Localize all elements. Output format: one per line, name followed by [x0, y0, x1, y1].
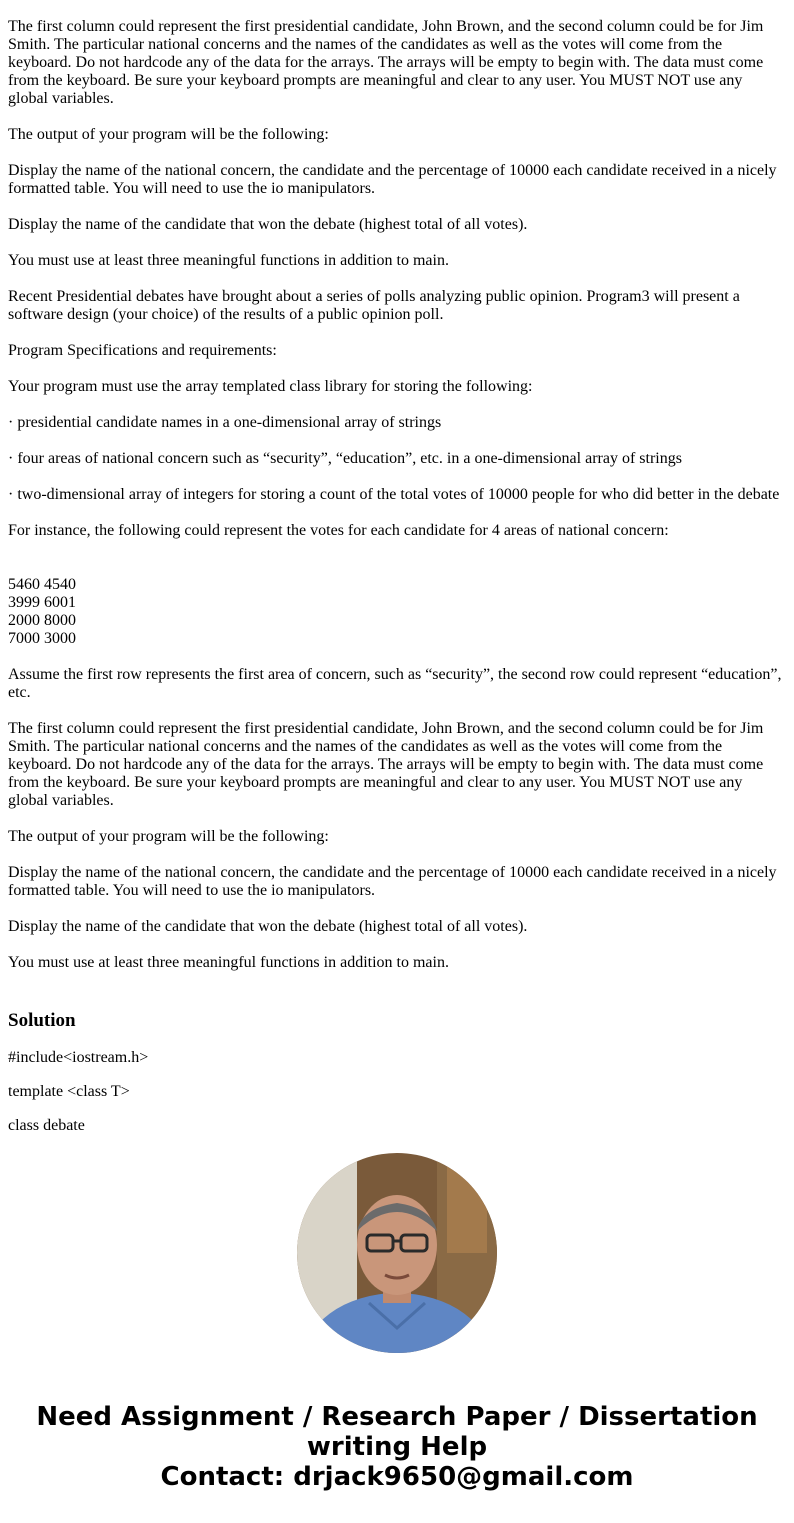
- code-line: class debate: [8, 1117, 85, 1134]
- paragraph: You must use at least three meaningful functions in addition to main.: [8, 252, 449, 269]
- author-photo: [297, 1153, 497, 1353]
- matrix-row: 7000 3000: [8, 630, 76, 647]
- paragraph: The output of your program will be the following:: [8, 828, 329, 845]
- paragraph: You must use at least three meaningful functions in addition to main.: [8, 954, 449, 971]
- solution-heading: Solution: [8, 1010, 76, 1031]
- matrix-row: 3999 6001: [8, 594, 76, 611]
- paragraph: Recent Presidential debates have brought about a series of polls analyzing public opinion. Program3 will present a software design (your choice) of the results of a public opinion poll.: [8, 288, 740, 323]
- paragraph: Program Specifications and requirements:: [8, 342, 277, 359]
- code-line: #include<iostream.h>: [8, 1049, 149, 1066]
- bullet-item: · two-dimensional array of integers for storing a count of the total votes of 10000 people for who did better in the debate: [8, 486, 780, 503]
- portrait-image: [297, 1153, 497, 1353]
- paragraph: Display the name of the national concern, the candidate and the percentage of 10000 each candidate received in a nicely formatted table. You will need to use the io manipulators.: [8, 162, 777, 197]
- banner-contact: Contact: drjack9650@gmail.com: [160, 1462, 634, 1492]
- matrix-row: 2000 8000: [8, 612, 76, 629]
- promo-banner: [0, 1402, 794, 1492]
- code-line: template <class T>: [8, 1083, 130, 1100]
- paragraph: Your program must use the array templated class library for storing the following:: [8, 378, 533, 395]
- paragraph: The first column could represent the first presidential candidate, John Brown, and the second column could be for Jim Smith. The particular national concerns and the names of the candidates as well as the votes will come from the keyboard. Do not hardcode any of the data for the arrays. The arrays will be empty to begin with. The data must come from the keyboard. Be sure your keyboard prompts are meaningful and clear to any user. You MUST NOT use any global variables.: [8, 18, 764, 107]
- document-body: [8, 18, 786, 1165]
- vote-matrix: [8, 576, 786, 648]
- paragraph: Display the name of the candidate that won the debate (highest total of all votes).: [8, 216, 528, 233]
- paragraph: Display the name of the candidate that won the debate (highest total of all votes).: [8, 918, 528, 935]
- bullet-item: · four areas of national concern such as “security”, “education”, etc. in a one-dimensional array of strings: [8, 450, 682, 467]
- paragraph: The first column could represent the first presidential candidate, John Brown, and the second column could be for Jim Smith. The particular national concerns and the names of the candidates as well as the votes will come from the keyboard. Do not hardcode any of the data for the arrays. The arrays will be empty to begin with. The data must come from the keyboard. Be sure your keyboard prompts are meaningful and clear to any user. You MUST NOT use any global variables.: [8, 720, 764, 809]
- code-snippet: [8, 1049, 786, 1165]
- paragraph: Assume the first row represents the first area of concern, such as “security”, the second row could represent “education”, etc.: [8, 666, 782, 701]
- banner-line: Need Assignment / Research Paper / Dissertation: [36, 1402, 758, 1432]
- banner-line: writing Help: [306, 1432, 488, 1462]
- paragraph: Display the name of the national concern, the candidate and the percentage of 10000 each candidate received in a nicely formatted table. You will need to use the io manipulators.: [8, 864, 777, 899]
- paragraph: The output of your program will be the following:: [8, 126, 329, 143]
- matrix-row: 5460 4540: [8, 576, 76, 593]
- paragraph: For instance, the following could represent the votes for each candidate for 4 areas of national concern:: [8, 522, 669, 539]
- bullet-item: · presidential candidate names in a one-dimensional array of strings: [8, 414, 442, 431]
